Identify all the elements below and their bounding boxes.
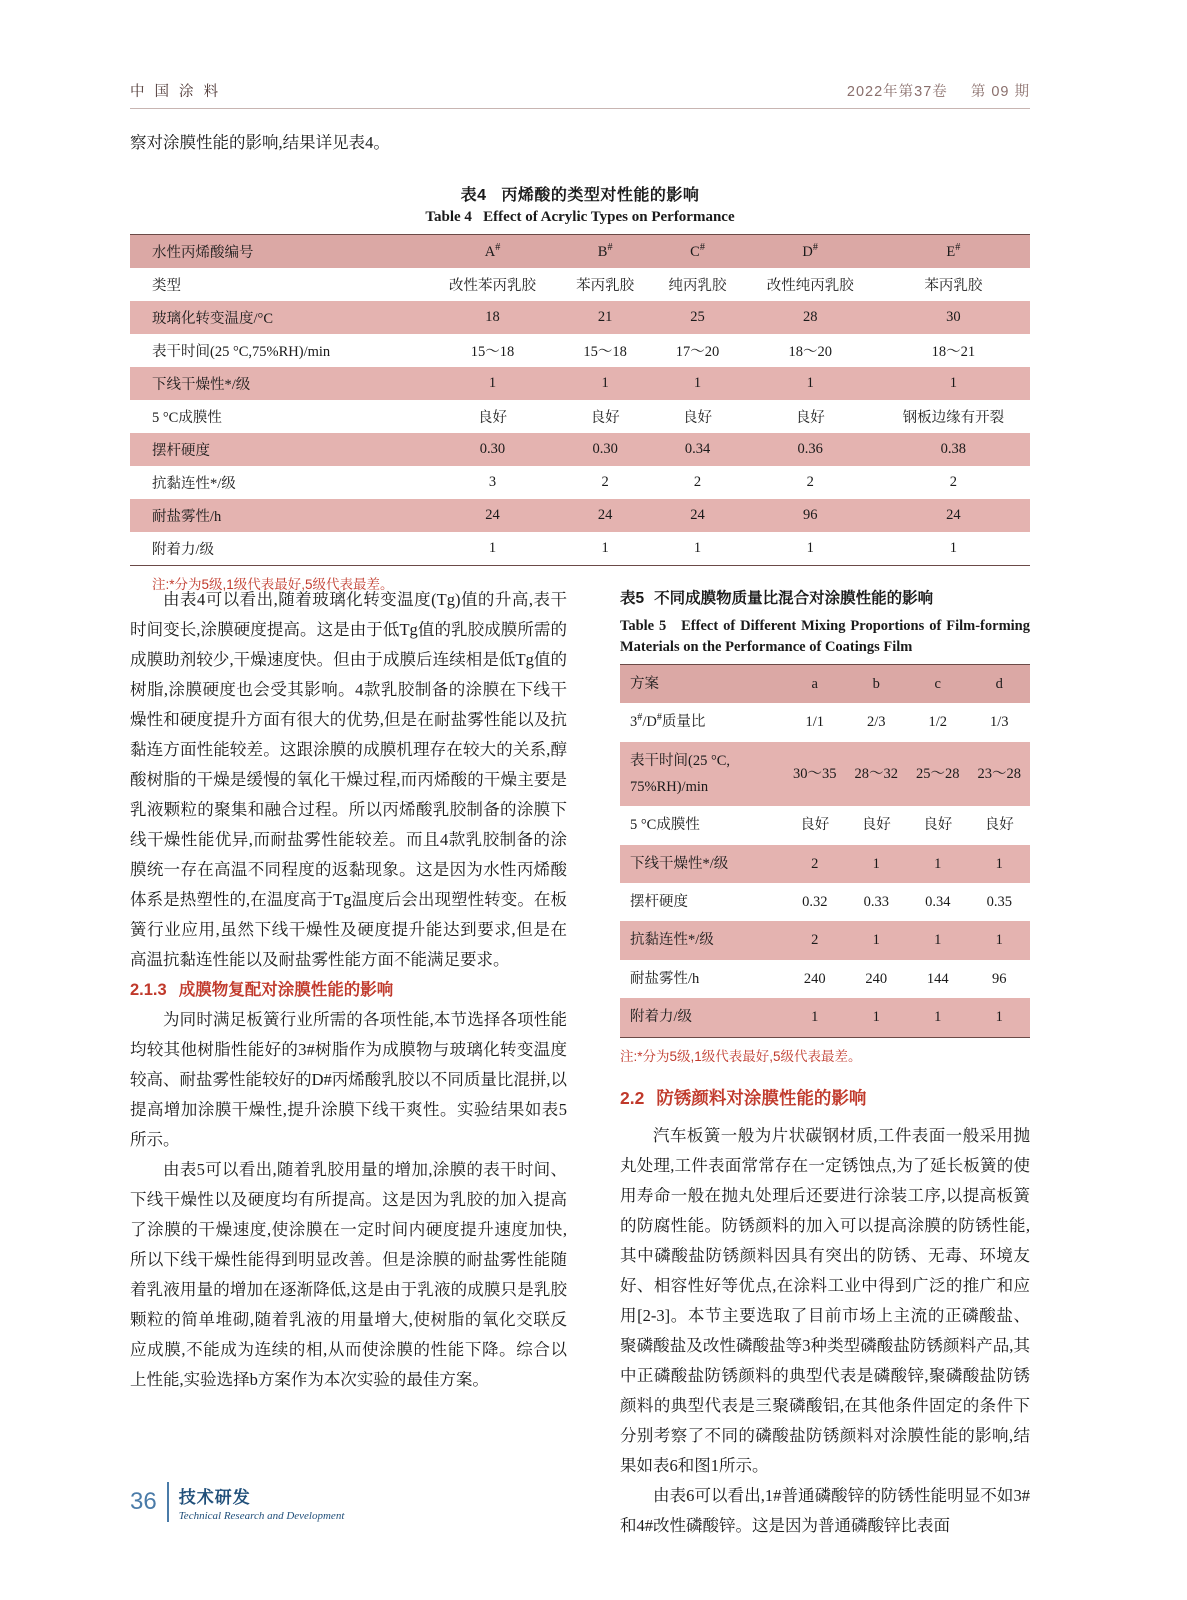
paragraph: 汽车板簧一般为片状碳钢材质,工件表面一般采用抛丸处理,工件表面常常存在一定锈蚀点,为了延长板簧的使用寿命一般在抛丸处理后还要进行涂装工序,以提高板簧的防腐性能。防锈颜料的加入可以提高涂膜的防锈性能,其中磷酸盐防锈颜料因具有突出的防锈、无毒、环境友好、相容性好等优点,在涂料工业中得到广泛的推广和应用[2-3]。本节主要选取了目前市场上主流的正磷酸盐、聚磷酸盐及改性磷酸盐等3种类型磷酸盐防锈颜料产品,其中正磷酸盐防锈颜料的典型代表是磷酸锌,聚磷酸盐防锈颜料的典型代表是三聚磷酸铝,在其他条件固定的条件下分别考察了不同的磷酸盐防锈颜料对涂膜性能的影响,结果如表6和图1所示。 bbox=[620, 1125, 1030, 1476]
table-row bbox=[620, 883, 1030, 921]
table-row bbox=[620, 703, 1030, 741]
t4h4: D bbox=[802, 243, 813, 260]
cell: 24 bbox=[651, 499, 743, 532]
cell: 1 bbox=[907, 845, 969, 883]
row-label: 抗黏连性*/级 bbox=[620, 921, 784, 959]
cell: 1 bbox=[651, 532, 743, 566]
cell: 25～28 bbox=[907, 742, 969, 807]
table-row bbox=[620, 806, 1030, 844]
table5-col-header-1: a bbox=[784, 664, 846, 703]
table4-note: 注:*分为5级,1级代表最好,5级代表最差。 bbox=[152, 577, 394, 592]
row-label: 耐盐雾性/h bbox=[630, 970, 700, 987]
cell: 3 bbox=[426, 466, 559, 499]
t4h5: E bbox=[946, 243, 956, 260]
cell: 96 bbox=[992, 970, 1007, 987]
paragraph: 由表4可以看出,随着玻璃化转变温度(Tg)值的升高,表干时间变长,涂膜硬度提高。这是由于低Tg值的乳胶成膜所需的成膜助剂较少,干燥速度快。但由于成膜后连续相是低Tg值的树脂,涂膜硬度也会受其影响。4款乳胶制备的涂膜在下线干燥性和硬度提升方面有很大的优势,但是在耐盐雾性能以及抗黏连方面性能较差。这跟涂膜的成膜机理存在较大的关系,醇酸树脂的干燥是缓慢的氧化干燥过程,而丙烯酸的干燥主要是乳液颗粒的聚集和融合过程。所以丙烯酸乳胶制备的涂膜下线干燥性能优异,而耐盐雾性能较差。而且4款乳胶制备的涂膜统一存在高温不同程度的返黏现象。这是因为水性丙烯酸体系是热塑性的,在温度高于Tg温度后会出现塑性转变。在板簧行业应用,虽然下线干燥性及硬度提升能达到要求,但是在高温抗黏连性能以及耐盐雾性能方面不能满足要求。 bbox=[130, 590, 567, 970]
cell: 1 bbox=[846, 845, 908, 883]
table-row bbox=[620, 845, 1030, 883]
table4-tag-en: Table 4 bbox=[425, 209, 472, 225]
table5 bbox=[620, 664, 1030, 1038]
row-label: 表干时间(25 °C,75%RH)/min bbox=[130, 334, 426, 367]
cell: 24 bbox=[559, 499, 651, 532]
row-label: 摆杆硬度 bbox=[630, 894, 688, 911]
cell: 苯丙乳胶 bbox=[877, 268, 1030, 301]
table-row bbox=[130, 499, 1030, 532]
cell: 144 bbox=[926, 970, 949, 987]
paragraph: 由表6可以看出,1#普通磷酸锌的防锈性能明显不如3#和4#改性磷酸锌。这是因为普通磷酸锌比表面 bbox=[620, 1486, 1030, 1536]
cell: 1 bbox=[907, 998, 969, 1037]
cell: 良好 bbox=[744, 400, 877, 433]
cell: 1 bbox=[877, 532, 1030, 566]
cell: 0.36 bbox=[744, 433, 877, 466]
cell: 0.34 bbox=[651, 433, 743, 466]
table-row bbox=[620, 921, 1030, 959]
table5-col-header-4: d bbox=[969, 664, 1031, 703]
table4-title-cn-text: 丙烯酸的类型对性能的影响 bbox=[501, 187, 700, 204]
table5-col-header-3: c bbox=[907, 664, 969, 703]
row-label: 耐盐雾性/h bbox=[130, 499, 426, 532]
cell: 纯丙乳胶 bbox=[651, 268, 743, 301]
cell: 18～20 bbox=[744, 334, 877, 367]
cell: 良好 bbox=[651, 400, 743, 433]
cell: 1/2 bbox=[928, 714, 948, 731]
table4-title-en-text: Effect of Acrylic Types on Performance bbox=[483, 209, 735, 225]
table-row bbox=[130, 268, 1030, 301]
t4h3: C bbox=[690, 243, 700, 260]
cell: 21 bbox=[559, 301, 651, 334]
row-label: 5 °C成膜性 bbox=[630, 817, 700, 834]
cell: 改性纯丙乳胶 bbox=[744, 268, 877, 301]
t4h1: A bbox=[484, 243, 496, 260]
cell: 30 bbox=[877, 301, 1030, 334]
cell: 2 bbox=[744, 466, 877, 499]
row-label: 附着力/级 bbox=[620, 998, 784, 1037]
table-row bbox=[130, 334, 1030, 367]
table4-block bbox=[130, 182, 1030, 593]
issue-label: 第 09 期 bbox=[970, 84, 1030, 100]
cell: 25 bbox=[651, 301, 743, 334]
row-label: 下线干燥性*/级 bbox=[130, 367, 426, 400]
cell: 1 bbox=[784, 998, 846, 1037]
cell: 15～18 bbox=[426, 334, 559, 367]
cell: 0.35 bbox=[986, 894, 1012, 911]
row-label: 摆杆硬度 bbox=[130, 433, 426, 466]
footer-label-en: Technical Research and Development bbox=[178, 1509, 345, 1522]
paragraph: 由表5可以看出,随着乳胶用量的增加,涂膜的表干时间、下线干燥性以及硬度均有所提高。这是因为乳胶的加入提高了涂膜的干燥速度,使涂膜在一定时间内硬度提升速度加快,所以下线干燥性能得到明显改善。但是涂膜的耐盐雾性能随着乳液用量的增加在逐渐降低,这是由于乳液的成膜只是乳胶颗粒的简单堆砌,随着乳液的用量增大,使树脂的氧化交联反应成膜,不能成为连续的相,从而使涂膜的性能下降。综合以上性能,实验选择b方案作为本次实验的最佳方案。 bbox=[130, 1160, 567, 1390]
cell: 1 bbox=[559, 532, 651, 566]
cell: 17～20 bbox=[651, 334, 743, 367]
cell: 1 bbox=[426, 367, 559, 400]
paragraph: 为同时满足板簧行业所需的各项性能,本节选择各项性能均较其他树脂性能好的3#树脂作为成膜物与玻璃化转变温度较高、耐盐雾性能较好的D#丙烯酸乳胶以不同质量比混拼,以提高增加涂膜干燥性,提升涂膜下线干爽性。实验结果如表5所示。 bbox=[130, 1010, 567, 1150]
cell: 1/3 bbox=[989, 714, 1009, 731]
t4h2: B bbox=[597, 243, 608, 260]
section-number: 2.1.3 bbox=[130, 981, 167, 1000]
cell: 钢板边缘有开裂 bbox=[877, 400, 1030, 433]
page-footer bbox=[130, 1482, 344, 1522]
cell: 1 bbox=[846, 998, 908, 1037]
page-number: 36 bbox=[130, 1488, 157, 1515]
table-header-row bbox=[130, 235, 1030, 269]
cell: 改性苯丙乳胶 bbox=[426, 268, 559, 301]
table-row bbox=[130, 301, 1030, 334]
table5-title-cn-text: 不同成膜物质量比混合对涂膜性能的影响 bbox=[654, 590, 934, 607]
cell: 1 bbox=[969, 998, 1031, 1037]
table4-title-cn bbox=[130, 182, 1030, 205]
cell: 24 bbox=[426, 499, 559, 532]
cell: 18～21 bbox=[877, 334, 1030, 367]
section-heading-22 bbox=[620, 1083, 1030, 1115]
cell: 1 bbox=[426, 532, 559, 566]
cell: 1 bbox=[969, 845, 1031, 883]
cell: 96 bbox=[744, 499, 877, 532]
cell: 0.33 bbox=[863, 894, 889, 911]
section-title: 成膜物复配对涂膜性能的影响 bbox=[178, 981, 394, 1000]
row-label: 3#/D#质量比 bbox=[630, 712, 706, 731]
cell: 24 bbox=[877, 499, 1030, 532]
cell: 1 bbox=[877, 367, 1030, 400]
table4-col-header-2: B# bbox=[559, 235, 651, 269]
left-column bbox=[130, 585, 567, 1395]
cell: 28～32 bbox=[846, 742, 908, 807]
cell: 1 bbox=[559, 367, 651, 400]
cell: 2 bbox=[877, 466, 1030, 499]
table4-col-header-0: 水性丙烯酸编号 bbox=[130, 235, 426, 269]
row-label: 附着力/级 bbox=[130, 532, 426, 566]
table5-tag-en: Table 5 bbox=[620, 618, 667, 635]
cell: 30～35 bbox=[784, 742, 846, 807]
table-row bbox=[130, 400, 1030, 433]
table-row bbox=[130, 466, 1030, 499]
cell: 良好 bbox=[559, 400, 651, 433]
cell: 1 bbox=[744, 532, 877, 566]
table4-col-header-1: A# bbox=[426, 235, 559, 269]
table5-tag-cn: 表5 bbox=[620, 590, 645, 607]
cell: 良好 bbox=[923, 817, 953, 834]
issue-info bbox=[847, 80, 1030, 101]
table5-col-header-0: 方案 bbox=[620, 664, 784, 703]
cell: 1 bbox=[651, 367, 743, 400]
row-label: 抗黏连性*/级 bbox=[130, 466, 426, 499]
row-label: 玻璃化转变温度/°C bbox=[130, 301, 426, 334]
cell: 2/3 bbox=[866, 714, 886, 731]
cell: 0.30 bbox=[426, 433, 559, 466]
cell: 0.34 bbox=[925, 894, 951, 911]
right-column bbox=[620, 585, 1030, 1541]
table-header-row bbox=[620, 664, 1030, 703]
cell: 1 bbox=[744, 367, 877, 400]
footer-label-cn: 技术研发 bbox=[178, 1487, 251, 1507]
table-row bbox=[130, 532, 1030, 566]
cell: 0.38 bbox=[877, 433, 1030, 466]
table-row bbox=[130, 433, 1030, 466]
row-label: 下线干燥性*/级 bbox=[620, 845, 784, 883]
table5-title-en bbox=[620, 616, 1030, 657]
table-row bbox=[620, 998, 1030, 1037]
table4-col-header-4: D# bbox=[744, 235, 877, 269]
cell: 良好 bbox=[861, 817, 891, 834]
row-label: 表干时间(25 °C, 75%RH)/min bbox=[620, 742, 784, 807]
cell: 良好 bbox=[426, 400, 559, 433]
journal-name: 中 国 涂 料 bbox=[130, 84, 222, 100]
cell: 28 bbox=[744, 301, 877, 334]
page-header bbox=[130, 80, 1030, 109]
cell: 15～18 bbox=[559, 334, 651, 367]
table4 bbox=[130, 234, 1030, 566]
cell: 1 bbox=[907, 921, 969, 959]
cell: 2 bbox=[651, 466, 743, 499]
table5-title-en-text: Effect of Different Mixing Proportions of Film-forming Materials on the Performance of Coatings Film bbox=[620, 618, 1030, 655]
cell: 良好 bbox=[984, 817, 1014, 834]
cell: 240 bbox=[803, 970, 826, 987]
table4-col-header-5: E# bbox=[877, 235, 1030, 269]
table-row bbox=[130, 367, 1030, 400]
cell: 1 bbox=[969, 921, 1031, 959]
row-label: 5 °C成膜性 bbox=[130, 400, 426, 433]
table4-tag-cn: 表4 bbox=[460, 187, 487, 204]
cell: 0.30 bbox=[559, 433, 651, 466]
intro-text: 察对涂膜性能的影响,结果详见表4。 bbox=[130, 133, 390, 152]
cell: 2 bbox=[784, 845, 846, 883]
cell: 1/1 bbox=[805, 714, 825, 731]
table5-col-header-2: b bbox=[846, 664, 908, 703]
cell: 2 bbox=[784, 921, 846, 959]
section-number: 2.2 bbox=[620, 1088, 645, 1109]
table5-note: 注:*分为5级,1级代表最好,5级代表最差。 bbox=[620, 1048, 862, 1064]
cell: 2 bbox=[559, 466, 651, 499]
cell: 240 bbox=[865, 970, 888, 987]
cell: 良好 bbox=[800, 817, 830, 834]
section-title: 防锈颜料对涂膜性能的影响 bbox=[656, 1088, 867, 1109]
cell: 0.32 bbox=[802, 894, 828, 911]
cell: 苯丙乳胶 bbox=[559, 268, 651, 301]
section-heading-213 bbox=[130, 975, 567, 1005]
table5-title-cn bbox=[620, 585, 1030, 613]
cell: 1 bbox=[846, 921, 908, 959]
table-row bbox=[620, 742, 1030, 807]
row-label: 类型 bbox=[130, 268, 426, 301]
table4-col-header-3: C# bbox=[651, 235, 743, 269]
volume-label: 2022年第37卷 bbox=[846, 84, 948, 100]
footer-divider bbox=[167, 1482, 169, 1522]
cell: 18 bbox=[426, 301, 559, 334]
cell: 23～28 bbox=[969, 742, 1031, 807]
table-row bbox=[620, 960, 1030, 998]
table4-title-en bbox=[130, 209, 1030, 226]
